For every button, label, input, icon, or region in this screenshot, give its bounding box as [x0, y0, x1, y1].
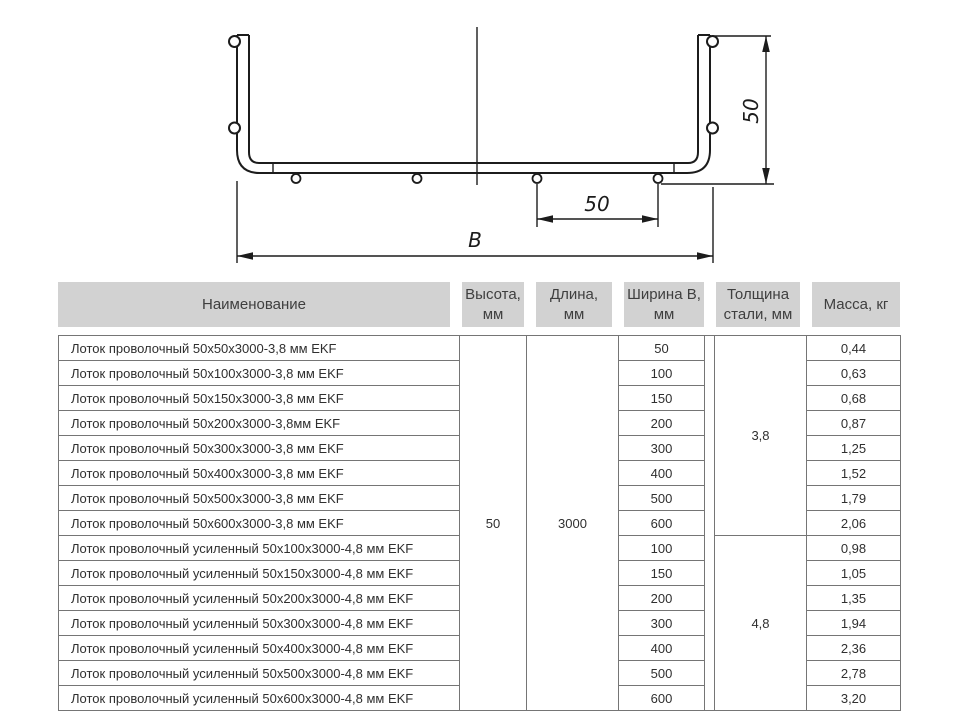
width-cell: 150 — [619, 561, 705, 586]
product-name-cell: Лоток проволочный усиленный 50х300х3000-4,8 мм EKF — [59, 611, 460, 636]
dim-spacing-arrow-left — [537, 215, 553, 223]
column-header-line: стали, мм — [723, 305, 793, 323]
width-cell: 200 — [619, 411, 705, 436]
width-cell: 300 — [619, 611, 705, 636]
product-name-cell: Лоток проволочный усиленный 50х200х3000-4,8 мм EKF — [59, 586, 460, 611]
product-name-cell: Лоток проволочный 50х500х3000-3,8 мм EKF — [59, 486, 460, 511]
thickness-merged-cell: 3,8 — [715, 336, 807, 536]
width-cell: 100 — [619, 536, 705, 561]
product-name-cell: Лоток проволочный 50х150х3000-3,8 мм EKF — [59, 386, 460, 411]
mass-cell: 3,20 — [807, 686, 901, 711]
dim-label-width-b: B — [468, 228, 482, 252]
table-row — [59, 336, 901, 361]
column-header-name — [58, 282, 450, 327]
mass-cell: 1,05 — [807, 561, 901, 586]
width-cell: 50 — [619, 336, 705, 361]
tray-outer-profile — [237, 35, 710, 173]
column-header-line: мм — [563, 305, 585, 323]
width-cell: 500 — [619, 486, 705, 511]
column-header-line: Ширина В, — [627, 286, 701, 303]
column-header-line: Масса, кг — [823, 295, 889, 313]
mass-cell: 0,68 — [807, 386, 901, 411]
product-name-cell: Лоток проволочный усиленный 50х600х3000-4,8 мм EKF — [59, 686, 460, 711]
column-header-thickness — [716, 282, 800, 327]
column-header-line: Наименование — [202, 295, 306, 313]
rim-wire-circle — [707, 36, 718, 47]
column-header-line: Длина, — [549, 286, 599, 303]
mass-cell: 1,35 — [807, 586, 901, 611]
width-cell: 400 — [619, 461, 705, 486]
width-cell: 400 — [619, 636, 705, 661]
mass-cell: 2,06 — [807, 511, 901, 536]
width-cell: 150 — [619, 386, 705, 411]
spec-table — [58, 335, 901, 711]
column-header-line: Толщина — [726, 286, 790, 303]
tray-inner-profile — [249, 35, 698, 163]
column-header-height — [462, 282, 524, 327]
product-name-cell: Лоток проволочный 50х300х3000-3,8 мм EKF — [59, 436, 460, 461]
table-header-row — [58, 282, 900, 327]
column-header-line: мм — [482, 305, 504, 323]
rim-wire-circle — [707, 123, 718, 134]
mass-cell: 0,98 — [807, 536, 901, 561]
dim-label-hole-spacing: 50 — [584, 192, 610, 216]
dim-spacing-arrow-right — [642, 215, 658, 223]
mass-cell: 2,78 — [807, 661, 901, 686]
width-cell: 200 — [619, 586, 705, 611]
dim-b-arrow-right — [697, 252, 713, 260]
dim-height-arrow-top — [762, 36, 770, 52]
mass-cell: 0,63 — [807, 361, 901, 386]
bottom-wire-circle — [292, 174, 301, 183]
product-name-cell: Лоток проволочный 50х200х3000-3,8мм EKF — [59, 411, 460, 436]
height-merged-cell: 50 — [460, 336, 527, 711]
mass-cell: 1,25 — [807, 436, 901, 461]
product-name-cell: Лоток проволочный усиленный 50х400х3000-4,8 мм EKF — [59, 636, 460, 661]
column-header-line: Высота, — [465, 286, 521, 303]
dim-label-side-height: 50 — [739, 98, 763, 124]
mass-cell: 1,94 — [807, 611, 901, 636]
mass-cell: 1,79 — [807, 486, 901, 511]
mass-cell: 2,36 — [807, 636, 901, 661]
dim-height-arrow-bottom — [762, 168, 770, 184]
mass-cell: 1,52 — [807, 461, 901, 486]
product-name-cell: Лоток проволочный усиленный 50х100х3000-4,8 мм EKF — [59, 536, 460, 561]
bottom-wire-circle — [533, 174, 542, 183]
product-name-cell: Лоток проволочный 50х100х3000-3,8 мм EKF — [59, 361, 460, 386]
column-header-width — [624, 282, 704, 327]
bottom-wire-circle — [654, 174, 663, 183]
width-cell: 500 — [619, 661, 705, 686]
product-name-cell: Лоток проволочный усиленный 50х500х3000-4,8 мм EKF — [59, 661, 460, 686]
tray-cross-section-diagram — [0, 0, 960, 278]
product-name-cell: Лоток проволочный 50х600х3000-3,8 мм EKF — [59, 511, 460, 536]
thickness-merged-cell: 4,8 — [715, 536, 807, 711]
width-cell: 100 — [619, 361, 705, 386]
rim-wire-circle — [229, 36, 240, 47]
width-cell: 600 — [619, 686, 705, 711]
column-header-mass — [812, 282, 900, 327]
width-cell: 300 — [619, 436, 705, 461]
spacer-cell — [705, 336, 715, 711]
mass-cell: 0,87 — [807, 411, 901, 436]
product-name-cell: Лоток проволочный 50х50х3000-3,8 мм EKF — [59, 336, 460, 361]
dim-b-arrow-left — [237, 252, 253, 260]
length-merged-cell: 3000 — [527, 336, 619, 711]
rim-wire-circle — [229, 123, 240, 134]
column-header-line: мм — [653, 305, 675, 323]
mass-cell: 0,44 — [807, 336, 901, 361]
width-cell: 600 — [619, 511, 705, 536]
product-name-cell: Лоток проволочный 50х400х3000-3,8 мм EKF — [59, 461, 460, 486]
bottom-wire-end-ticks — [273, 163, 674, 173]
product-name-cell: Лоток проволочный усиленный 50х150х3000-4,8 мм EKF — [59, 561, 460, 586]
column-header-length — [536, 282, 612, 327]
bottom-wire-circle — [413, 174, 422, 183]
